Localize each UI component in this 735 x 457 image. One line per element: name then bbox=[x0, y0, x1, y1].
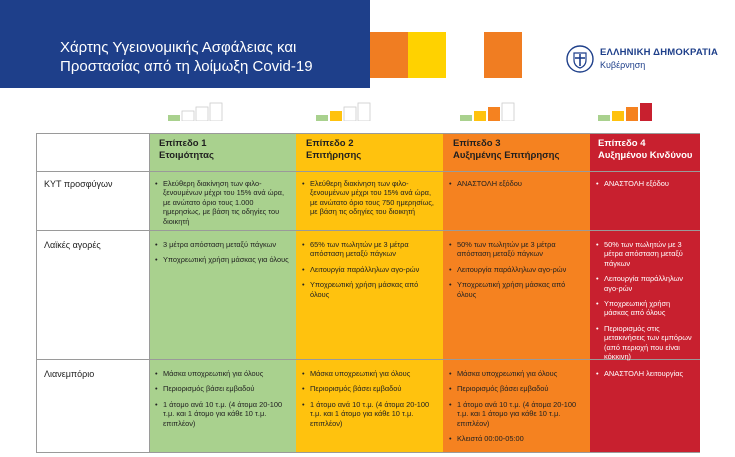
cell-retail-level-2 bbox=[302, 369, 436, 434]
cell-markets-level-2 bbox=[302, 240, 436, 305]
list-item: • 50% των πωλητών με 3 μέτρα απόσταση μεταξύ πάγκων bbox=[596, 240, 696, 268]
level-2-name: Επιτήρησης bbox=[306, 150, 362, 161]
divider bbox=[36, 230, 700, 231]
list-item: • Μάσκα υποχρεωτική για όλους bbox=[449, 369, 583, 378]
level-4-number: Επίπεδο 4 bbox=[598, 138, 646, 149]
list-item: • Ελεύθερη διακίνηση των φιλο-ξενουμένων μέχρι του 15% ανά ώρα, με ανώτατο όριο τους 750 ημερησίως, με βάση τις οδηγίες του διοικητή bbox=[302, 179, 436, 217]
cell-refugee-level-3 bbox=[449, 179, 583, 194]
list-item: • 1 άτομο ανά 10 τ.μ. (4 άτομα 20-100 τ.μ. και 1 άτομο για κάθε 10 τ.μ. επιπλέον) bbox=[155, 400, 289, 428]
cell-retail-level-4 bbox=[596, 369, 696, 384]
greek-emblem-icon bbox=[565, 44, 595, 74]
list-item: • Υποχρεωτική χρήση μάσκας από όλους bbox=[302, 280, 436, 299]
level-1-number: Επίπεδο 1 bbox=[159, 138, 207, 149]
level-2-signal-icon bbox=[316, 101, 384, 121]
title-line-1: Χάρτης Υγειονομικής Ασφάλειας και bbox=[60, 39, 297, 56]
level-1-name: Ετοιμότητας bbox=[159, 150, 214, 161]
cell-retail-level-3 bbox=[449, 369, 583, 449]
cell-refugee-level-2 bbox=[302, 179, 436, 223]
level-4-signal-icon bbox=[598, 101, 666, 121]
list-item: • Περιορισμός βάσει εμβαδού bbox=[449, 384, 583, 393]
divider bbox=[149, 133, 150, 453]
list-item: • 1 άτομο ανά 10 τ.μ. (4 άτομα 20-100 τ.μ. και 1 άτομο για κάθε 10 τ.μ. επιπλέον) bbox=[449, 400, 583, 428]
logo-subtitle: Κυβέρνηση bbox=[600, 60, 646, 70]
cell-refugee-level-1 bbox=[155, 179, 289, 232]
cell-refugee-level-4 bbox=[596, 179, 696, 194]
row-label-street-markets: Λαϊκές αγορές bbox=[44, 240, 101, 250]
level-3-number: Επίπεδο 3 bbox=[453, 138, 501, 149]
cell-markets-level-1 bbox=[155, 240, 289, 271]
level-4-name: Αυξημένου Κινδύνου bbox=[598, 150, 693, 161]
logo-title: ΕΛΛΗΝΙΚΗ ΔΗΜΟΚΡΑΤΙΑ bbox=[600, 47, 719, 58]
list-item: • Υποχρεωτική χρήση μάσκας για όλους bbox=[155, 255, 289, 264]
decor-stripe-yellow bbox=[408, 32, 446, 78]
list-item: • ΑΝΑΣΤΟΛΗ εξόδου bbox=[596, 179, 696, 188]
list-item: • 50% των πωλητών με 3 μέτρα απόσταση μεταξύ πάγκων bbox=[449, 240, 583, 259]
decor-stripe-orange bbox=[370, 32, 408, 78]
list-item: • Μάσκα υποχρεωτική για όλους bbox=[302, 369, 436, 378]
divider bbox=[36, 133, 700, 134]
level-2-number: Επίπεδο 2 bbox=[306, 138, 354, 149]
list-item: • Ελεύθερη διακίνηση των φιλο-ξενουμένων μέχρι του 15% ανά ώρα, με ανώτατο όριο τους 1.000 ημερησίως, με βάση τις οδηγίες του διοικητή bbox=[155, 179, 289, 226]
list-item: • Λειτουργία παράλληλων αγο-ρών bbox=[596, 274, 696, 293]
cell-markets-level-3 bbox=[449, 240, 583, 305]
divider bbox=[36, 452, 700, 453]
divider bbox=[36, 171, 700, 172]
level-3-header bbox=[453, 138, 559, 162]
level-4-header bbox=[598, 138, 692, 162]
list-item: • Υποχρεωτική χρήση μάσκας από όλους bbox=[596, 299, 696, 318]
list-item: • Περιορισμός βάσει εμβαδού bbox=[155, 384, 289, 393]
level-2-header bbox=[306, 138, 361, 162]
row-label-refugee-centers: ΚΥΤ προσφύγων bbox=[44, 179, 113, 189]
level-3-name: Αυξημένης Επιτήρησης bbox=[453, 150, 560, 161]
cell-markets-level-4 bbox=[596, 240, 696, 367]
list-item: • Λειτουργία παράλληλων αγο-ρών bbox=[449, 265, 583, 274]
list-item: • 3 μέτρα απόσταση μεταξύ πάγκων bbox=[155, 240, 289, 249]
level-1-header bbox=[159, 138, 214, 162]
level-1-signal-icon bbox=[168, 101, 236, 121]
list-item: • Μάσκα υποχρεωτική για όλους bbox=[155, 369, 289, 378]
row-label-retail: Λιανεμπόριο bbox=[44, 369, 95, 379]
decor-stripe-orange-2 bbox=[484, 32, 522, 78]
list-item: • 65% των πωλητών με 3 μέτρα απόσταση μεταξύ πάγκων bbox=[302, 240, 436, 259]
list-item: • Περιορισμός στις μετακινήσεις των εμπόρων (από περιοχή που είναι κόκκινη) bbox=[596, 324, 696, 362]
level-3-signal-icon bbox=[460, 101, 528, 121]
measures-table bbox=[36, 133, 700, 453]
list-item: • ΑΝΑΣΤΟΛΗ εξόδου bbox=[449, 179, 583, 188]
page-title bbox=[60, 38, 313, 76]
list-item: • Υποχρεωτική χρήση μάσκας από όλους bbox=[449, 280, 583, 299]
cell-retail-level-1 bbox=[155, 369, 289, 434]
list-item: • 1 άτομο ανά 10 τ.μ. (4 άτομα 20-100 τ.μ. και 1 άτομο για κάθε 10 τ.μ. επιπλέον) bbox=[302, 400, 436, 428]
list-item: • Κλειστά 00:00-05:00 bbox=[449, 434, 583, 443]
list-item: • ΑΝΑΣΤΟΛΗ λειτουργίας bbox=[596, 369, 696, 378]
divider bbox=[36, 133, 37, 453]
list-item: • Περιορισμός βάσει εμβαδού bbox=[302, 384, 436, 393]
list-item: • Λειτουργία παράλληλων αγο-ρών bbox=[302, 265, 436, 274]
title-line-2: Προστασίας από τη λοίμωξη Covid-19 bbox=[60, 58, 313, 75]
